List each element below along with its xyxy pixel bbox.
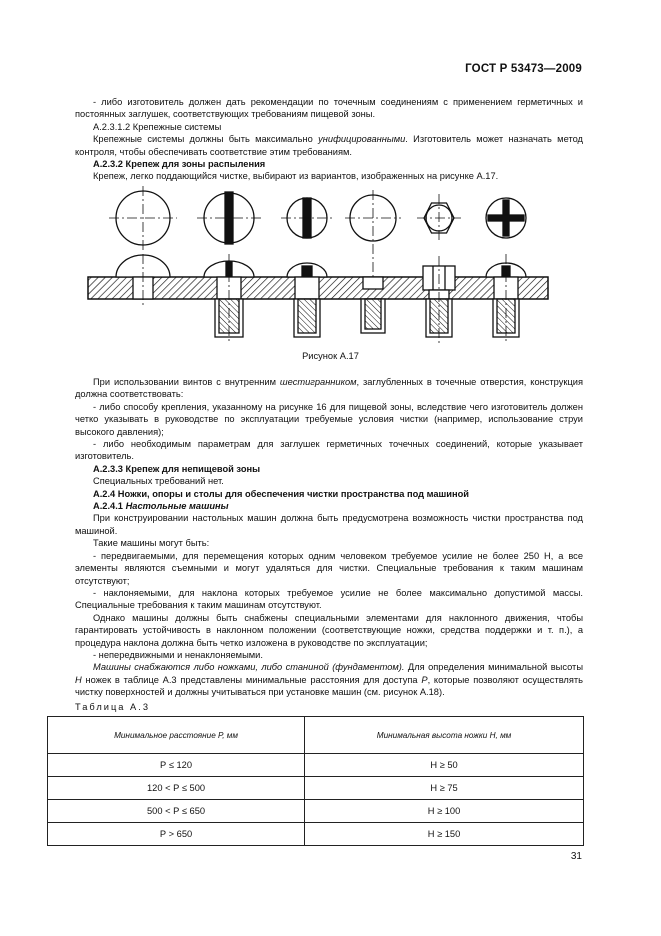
table-cell: Р ≤ 120 [48, 754, 305, 777]
paragraph-a232: Крепеж, легко поддающийся чистке, выбирают из вариантов, изображенных на рисунке А.17. [93, 171, 499, 182]
heading-a233: А.2.3.3 Крепеж для непищевой зоны [93, 463, 261, 474]
document-header: ГОСТ Р 53473—2009 [465, 63, 582, 75]
text-block-middle [75, 376, 583, 699]
paragraph-hex: При использовании винтов с внутренним шестигранником, заглубленных в точечные отверстия, конструкция должна соответствовать: [75, 377, 583, 400]
paragraph-such-machines: Такие машины могут быть: [93, 538, 210, 549]
text-block-top [75, 96, 583, 183]
table-header-distance: Минимальное расстояние Р, мм [48, 717, 305, 754]
heading-a241: А.2.4.1 Настольные машины [93, 501, 229, 512]
top-view-cross-head [486, 198, 526, 238]
page-number: 31 [570, 851, 582, 862]
paragraph-a233: Специальных требований нет. [93, 476, 224, 487]
table-caption: Таблица А.3 [75, 702, 150, 712]
top-view-recessed [345, 190, 401, 286]
table-cell: Н ≥ 100 [305, 800, 584, 823]
paragraph-legs: Машины снабжаются либо ножками, либо станиной (фундаментом). Для определения минимальной высоты Н ножек в таблице А.3 представлены минимальные расстояния для доступа Р, которые позволяют осуществлять чистку поверхностей и должны учитываться при установке машин (см. рисунок А.18). [75, 662, 584, 698]
top-view-round-head [109, 186, 177, 250]
top-view-slot-head [197, 192, 261, 244]
table-cell: 120 < Р ≤ 500 [48, 777, 305, 800]
table-row [48, 777, 584, 800]
list-item-hex-2: - либо необходимым параметрам для заглушек герметичных точечных соединений, которые указывает изготовитель. [75, 439, 583, 462]
paragraph-fastening: Крепежные системы должны быть максимально унифицированными. Изготовитель может назначать метод контроля, чтобы обеспечивать соответствие этим требованиям. [75, 134, 583, 157]
list-item-movable: - передвигаемыми, для перемещения которых одним человеком требуемое усилие не более 250 Н, а все элементы являются съемными и могут удаляться для чистки. Специальные требования к таким машинам отсутствуют; [75, 550, 583, 586]
side-view-socket-head [287, 263, 327, 337]
table-cell: Н ≥ 50 [305, 754, 584, 777]
top-view-socket-head [281, 198, 333, 238]
table-cell: 500 < Р ≤ 650 [48, 800, 305, 823]
list-item-hex-1: - либо способу крепления, указанному на рисунке 16 для пищевой зоны, вследствие чего изготовитель должен четко указывать в руководстве по эксплуатации требуемые условия чистки (например, использование струи высокого давления); [75, 401, 583, 437]
table-header-row [48, 717, 584, 754]
paragraph-plugs: - либо изготовитель должен дать рекомендации по точечным соединениям с применением герметичных и постоянных заглушек, соответствующих требованиям пищевой зоны. [75, 97, 583, 120]
table-row [48, 823, 584, 846]
heading-a232: А.2.3.2 Крепеж для зоны распыления [93, 159, 266, 170]
table-header-height: Минимальная высота ножки Н, мм [305, 717, 584, 754]
top-view-hex-head [417, 194, 461, 242]
heading-a2312: А.2.3.1.2 Крепежные системы [93, 121, 222, 132]
list-item-tiltable: - наклоняемыми, для наклона которых требуемое усилие не более максимально допустимой массы. Специальные требования к таким машинам отсутствуют. [75, 587, 583, 611]
heading-a24: А.2.4 Ножки, опоры и столы для обеспечения чистки пространства под машиной [93, 488, 470, 499]
figure-caption: Рисунок А.17 [302, 351, 359, 361]
table-a3 [47, 716, 584, 846]
table-cell: Н ≥ 75 [305, 777, 584, 800]
table-row [48, 800, 584, 823]
table-cell: Н ≥ 150 [305, 823, 584, 846]
paragraph-however: Однако машины должны быть снабжены специальными элементами для наклонного движения, чтобы гарантировать устойчивость в наклонном положении (соответствующие ножки, средства поддержки и т. п.), а процедура наклона должна быть четко изложена в руководстве по эксплуатации; [75, 612, 583, 648]
table-row [48, 754, 584, 777]
side-view-hex-head [423, 256, 455, 344]
figure-a17-drawing [83, 186, 563, 346]
table-cell: Р > 650 [48, 823, 305, 846]
side-view-recessed [361, 277, 385, 333]
paragraph-table-machines: При конструировании настольных машин должна быть предусмотрена возможность чистки пространства под машиной. [75, 513, 583, 536]
list-item-fixed: - непередвижными и ненаклоняемыми. [93, 649, 263, 660]
